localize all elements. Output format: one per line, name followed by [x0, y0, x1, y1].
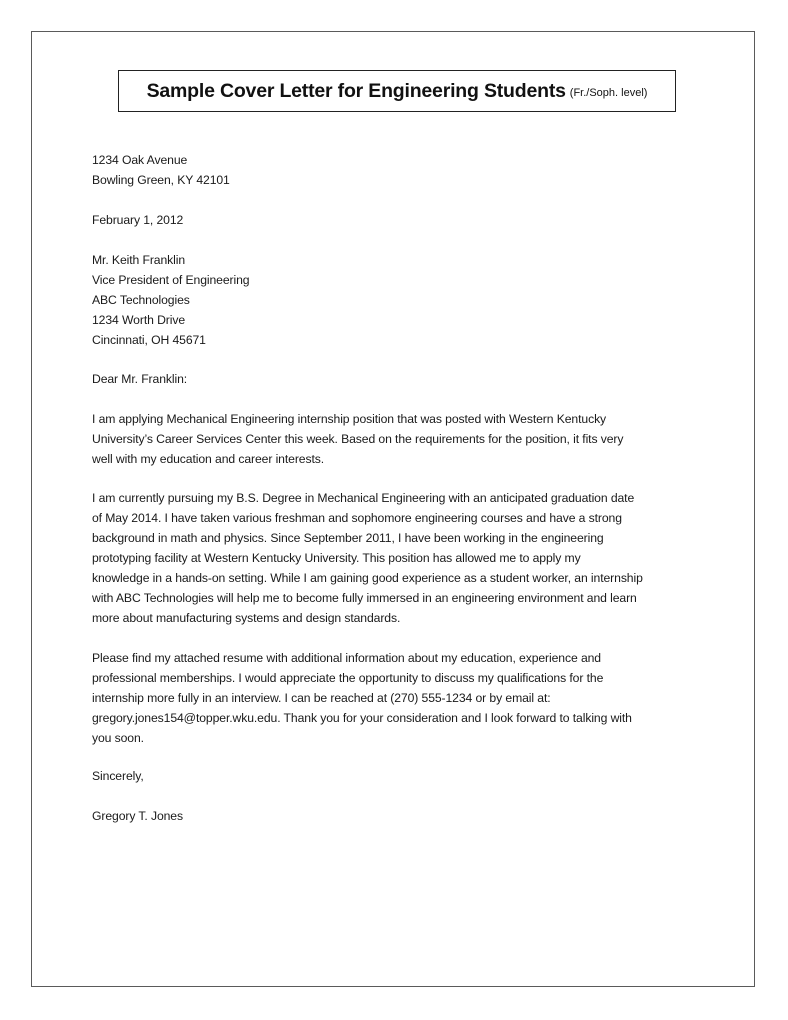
document-title: Sample Cover Letter for Engineering Students: [146, 79, 566, 102]
recipient-title: Vice President of Engineering: [92, 273, 250, 287]
signature: Gregory T. Jones: [92, 809, 183, 823]
recipient-name: Mr. Keith Franklin: [92, 253, 186, 267]
paragraph-2: I am currently pursuing my B.S. Degree in Mechanical Engineering with an anticipated graduation date of May 2014. I have taken various freshman and sophomore engineering courses and have a strong background in math and physics. Since September 2011, I have been working in the engineering prototyping facility at Western Kentucky University. This position has allowed me to apply my knowledge in a hands-on setting. While I am gaining good experience as a student worker, an internship with ABC Technologies will help me to become fully immersed in an engineering environment and learn more about manufacturing systems and design standards.: [92, 491, 643, 625]
letter-date: February 1, 2012: [92, 213, 184, 227]
recipient-street: 1234 Worth Drive: [92, 313, 186, 327]
sender-city: Bowling Green, KY 42101: [92, 173, 230, 187]
paragraph-1: I am applying Mechanical Engineering internship position that was posted with Western Kentucky University’s Career Services Center this week. Based on the requirements for the position, it fits very well with my education and career interests.: [92, 412, 624, 466]
salutation: Dear Mr. Franklin:: [92, 372, 188, 386]
document-subtitle: (Fr./Soph. level): [569, 87, 648, 99]
recipient-address: [92, 250, 702, 350]
sender-street: 1234 Oak Avenue: [92, 153, 188, 167]
sender-address: [92, 150, 702, 190]
recipient-company: ABC Technologies: [92, 293, 190, 307]
recipient-city: Cincinnati, OH 45671: [92, 333, 206, 347]
closing: Sincerely,: [92, 769, 144, 783]
paragraph-3: Please find my attached resume with additional information about my education, experience and professional memberships. I would appreciate the opportunity to discuss my qualifications for the internship more fully in an interview. I can be reached at (270) 555-1234 or by email at: gregory.jones154@topper.wku.edu. Thank you for your consideration and I look forward to talking with you soon.: [92, 651, 632, 745]
document-title-box: [118, 70, 676, 112]
